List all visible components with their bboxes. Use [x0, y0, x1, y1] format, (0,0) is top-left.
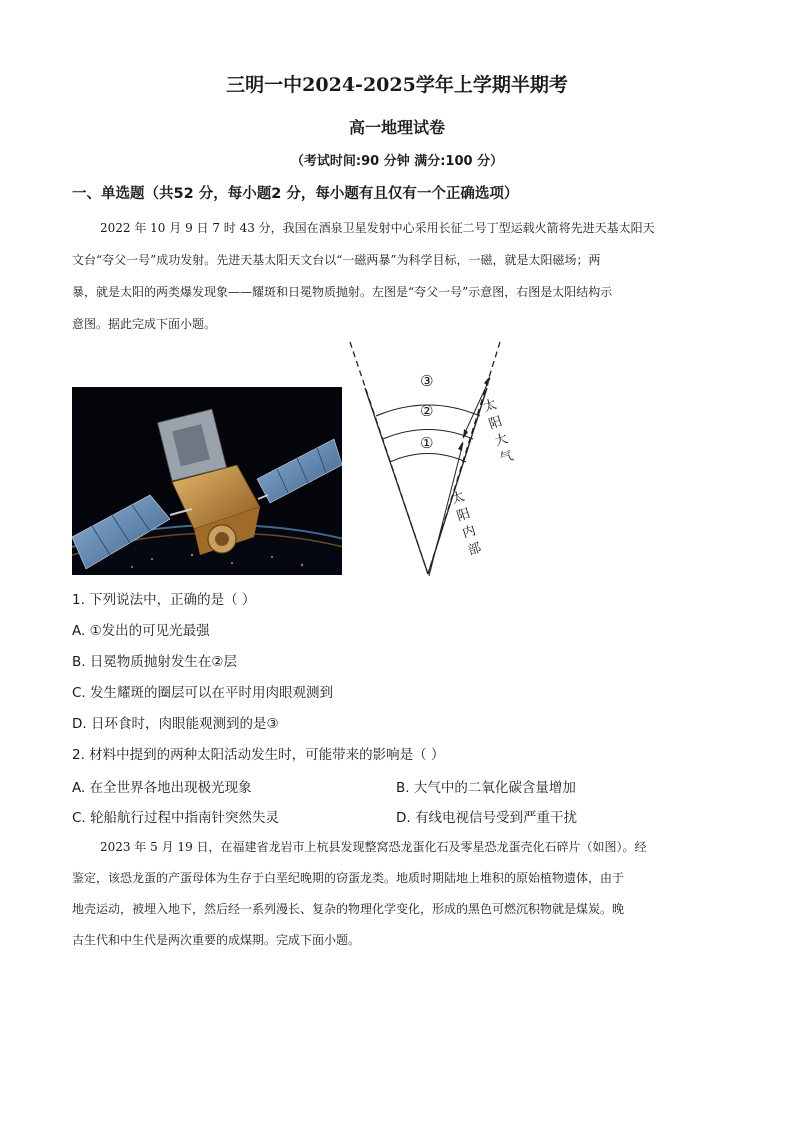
question-1-option-a[interactable]: A. ①发出的可见光最强 — [72, 623, 210, 639]
passage-1-line: 2022 年 10 月 9 日 7 时 43 分，我国在酒泉卫星发射中心采用长征二号丁型运载火箭将先进天基太阳天 — [100, 221, 655, 235]
layer-label-1: ① — [420, 434, 434, 452]
label-char: 部 — [466, 540, 484, 559]
question-1-option-b[interactable]: B. 日冕物质抛射发生在②层 — [72, 654, 237, 670]
question-1-stem: 1. 下列说法中，正确的是（ ） — [72, 592, 256, 608]
passage-2-line: 2023 年 5 月 19 日，在福建省龙岩市上杭县发现整窝恐龙蛋化石及零星恐龙蛋壳化石碎片（如图）。经 — [100, 840, 647, 854]
label-char: 太 — [449, 489, 467, 508]
section-heading: 一、单选题（共52 分，每小题2 分，每小题有且仅有一个正确选项） — [72, 186, 519, 202]
question-2-stem: 2. 材料中提到的两种太阳活动发生时，可能带来的影响是（ ） — [72, 747, 445, 763]
passage-2-line: 地壳运动，被埋入地下，然后经一系列漫长、复杂的物理化学变化，形成的黑色可燃沉积物就是煤炭。晚 — [72, 902, 625, 916]
passage-1-line: 意图。据此完成下面小题。 — [72, 317, 217, 331]
passage-1-line: 暴，就是太阳的两类爆发现象——耀斑和日冕物质抛射。左图是“夸父一号”示意图，右图是太阳结构示 — [72, 285, 613, 299]
label-char: 阳 — [487, 414, 505, 433]
exam-subtitle: 高一地理试卷 — [348, 118, 445, 137]
label-char: 太 — [481, 397, 499, 416]
passage-1 — [72, 212, 722, 340]
label-char: 阳 — [455, 506, 473, 525]
question-2-option-c[interactable]: C. 轮船航行过程中指南针突然失灵 — [72, 810, 280, 826]
layer-label-2: ② — [420, 402, 434, 420]
exam-title: 三明一中2024-2025学年上学期半期考 — [226, 74, 568, 96]
passage-2-line: 鉴定，该恐龙蛋的产蛋母体为生存于白垩纪晚期的窃蛋龙类。地质时期陆地上堆积的原始植物遗体，由于 — [72, 871, 625, 885]
question-2-option-d[interactable]: D. 有线电视信号受到严重干扰 — [396, 810, 577, 826]
passage-2 — [72, 832, 722, 956]
layer-label-3: ③ — [420, 372, 434, 390]
label-char: 气 — [498, 448, 516, 467]
question-2-option-a[interactable]: A. 在全世界各地出现极光现象 — [72, 780, 252, 796]
exam-info: （考试时间:90 分钟 满分:100 分） — [290, 154, 504, 169]
question-1-option-c[interactable]: C. 发生耀斑的圈层可以在平时用肉眼观测到 — [72, 685, 334, 701]
question-1-option-d[interactable]: D. 日环食时，肉眼能观测到的是③ — [72, 716, 279, 732]
passage-1-line: 文台“夸父一号”成功发射。先进天基太阳天文台以“一磁两暴”为科学目标，一磁，就是太阳磁场；两 — [72, 253, 601, 267]
satellite-photo — [72, 387, 342, 575]
label-char: 大 — [492, 431, 510, 450]
passage-2-line: 古生代和中生代是两次重要的成煤期。完成下面小题。 — [72, 933, 361, 947]
question-2-option-b[interactable]: B. 大气中的二氧化碳含量增加 — [396, 780, 576, 796]
label-char: 内 — [460, 523, 478, 542]
layer-boundary-1 — [390, 454, 466, 463]
sun-structure-diagram — [342, 338, 516, 580]
